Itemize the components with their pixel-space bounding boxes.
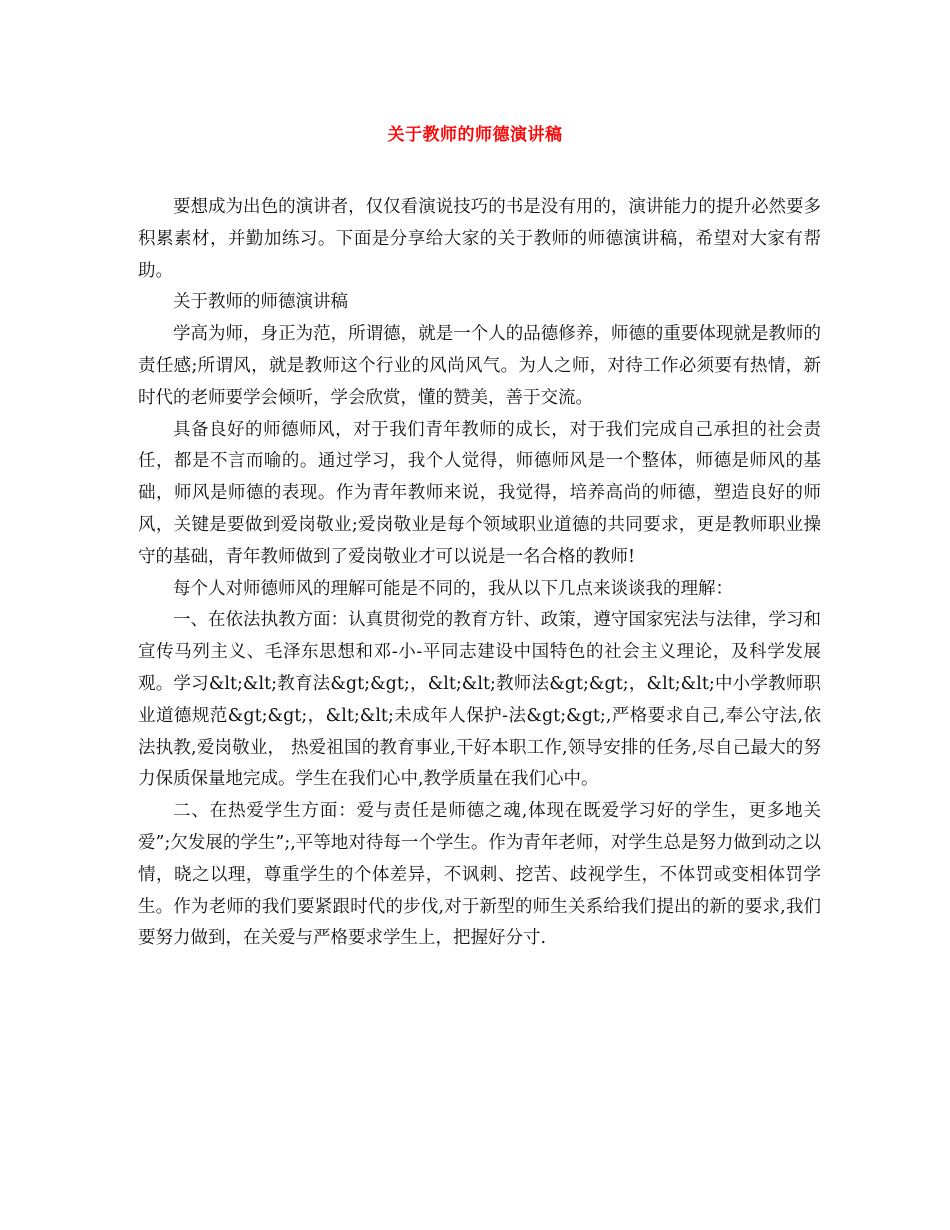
document-title: 关于教师的师德演讲稿 bbox=[387, 125, 563, 145]
paragraph-3: 每个人对师德师风的理解可能是不同的，我从以下几点来谈谈我的理解： bbox=[173, 578, 733, 599]
paragraph-subtitle: 关于教师的师德演讲稿 bbox=[173, 292, 348, 313]
paragraph-1: 学高为师，身正为范，所谓德，就是一个人的品德修养，师德的重要体现就是教师的责任感;所谓风，就是教师这个行业的风尚风气。为人之师，对待工作必须要有热情，新时代的老师要学会倾听，学会欣赏，懂的赞美，善于交流。 bbox=[138, 324, 821, 408]
paragraph-2: 具备良好的师德师风，对于我们青年教师的成长，对于我们完成自己承担的社会责任，都是不言而喻的。通过学习，我个人觉得，师德师风是一个整体，师德是师风的基础，师风是师德的表现。作为青年教师来说，我觉得，培养高尚的师德，塑造良好的师风，关键是要做到爱岗敬业;爱岗敬业是每个领域职业道德的共同要求，更是教师职业操守的基础，青年教师做到了爱岗敬业才可以说是一名合格的教师! bbox=[138, 419, 821, 567]
paragraph-5: 二、在热爱学生方面：爱与责任是师德之魂,体现在既爱学习好的学生，更多地关爱”;欠发展的学生”;,平等地对待每一个学生。作为青年老师，对学生总是努力做到动之以情，晓之以理，尊重学生的个体差异，不讽刺、挖苦、歧视学生，不体罚或变相体罚学生。作为老师的我们要紧跟时代的步伐,对于新型的师生关系给我们提出的新的要求,我们要努力做到，在关爱与严格要求学生上，把握好分寸. bbox=[138, 801, 821, 949]
paragraph-4: 一、在依法执教方面：认真贯彻党的教育方针、政策，遵守国家宪法与法律，学习和宣传马列主义、毛泽东思想和邓-小-平同志建设中国特色的社会主义理论，及科学发展观。学习&lt;&lt;教育法&gt;&gt;，&lt;&lt;教师法&gt;&gt;，&lt;&lt;中小学教师职业道德规范&gt;&gt;，&lt;&lt;未成年人保护-法&gt;&gt;,严格要求自己,奉公守法,依法执教,爱岗敬业， 热爱祖国的教育事业,干好本职工作,领导安排的任务,尽自己最大的努力保质保量地完成。学生在我们心中,教学质量在我们心中。 bbox=[138, 610, 821, 790]
paragraph-intro: 要想成为出色的演讲者，仅仅看演说技巧的书是没有用的，演讲能力的提升必然要多积累素材，并勤加练习。下面是分享给大家的关于教师的师德演讲稿，希望对大家有帮助。 bbox=[138, 197, 821, 281]
document-body bbox=[138, 192, 821, 955]
